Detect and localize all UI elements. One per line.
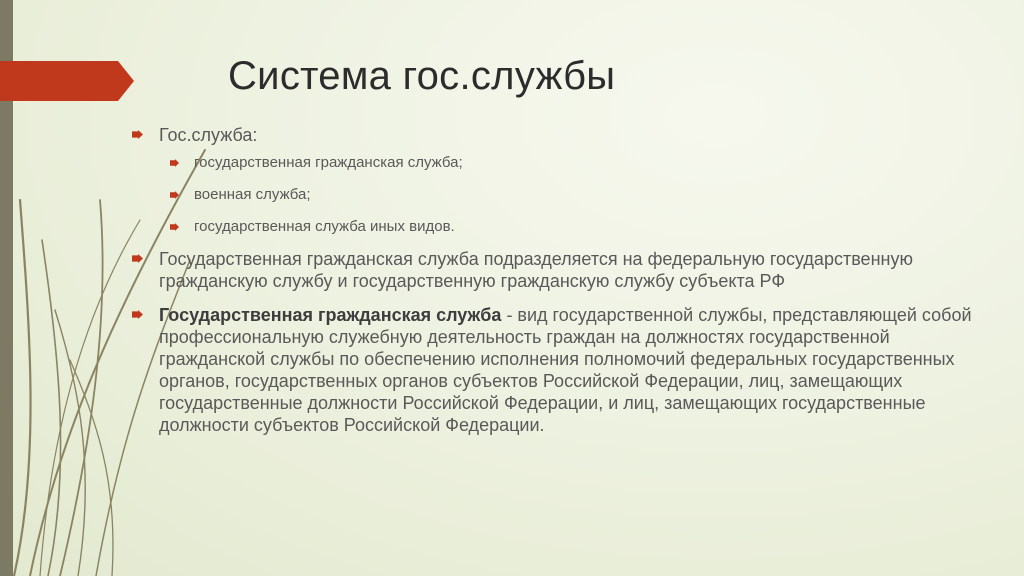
definition-text: - вид государственной службы, представляющей собой профессиональную служебную деятельность граждан на должностях государственной гражданской службы по обеспечению исполнения полномочий федеральных государственных органов, государственных органов субъектов Российской Федерации, лиц, замещающих государственные должности Российской Федерации, и лиц, замещающих государственные должности субъектов Российской Федерации. <box>159 305 972 435</box>
slide-content <box>132 124 972 444</box>
arrow-bullet-icon <box>132 254 143 263</box>
bullet-text: Гос.служба: <box>159 125 258 145</box>
slide-title: Система гос.службы <box>228 54 616 98</box>
arrow-bullet-icon <box>170 159 179 167</box>
arrow-bullet-icon <box>132 130 143 139</box>
bullet-subdivision <box>132 248 972 292</box>
bullet-text: государственная гражданская служба; <box>194 154 463 171</box>
bullet-gos-sluzhba <box>132 124 972 146</box>
bullet-text: Государственная гражданская служба подразделяется на федеральную государственную гражданскую службу и государственную гражданскую службу субъекта РФ <box>159 249 913 291</box>
sub-bullet-other-service <box>132 218 972 236</box>
arrow-bullet-icon <box>170 191 179 199</box>
sub-bullet-military-service <box>132 186 972 204</box>
arrow-bullet-icon <box>170 223 179 231</box>
arrow-bullet-icon <box>132 310 143 319</box>
sub-bullet-civil-service <box>132 154 972 172</box>
bullet-definition <box>132 304 972 436</box>
bullet-text: государственная служба иных видов. <box>194 218 455 235</box>
title-accent-tab <box>0 61 134 101</box>
definition-term: Государственная гражданская служба <box>159 305 502 325</box>
bullet-text: военная служба; <box>194 186 311 203</box>
